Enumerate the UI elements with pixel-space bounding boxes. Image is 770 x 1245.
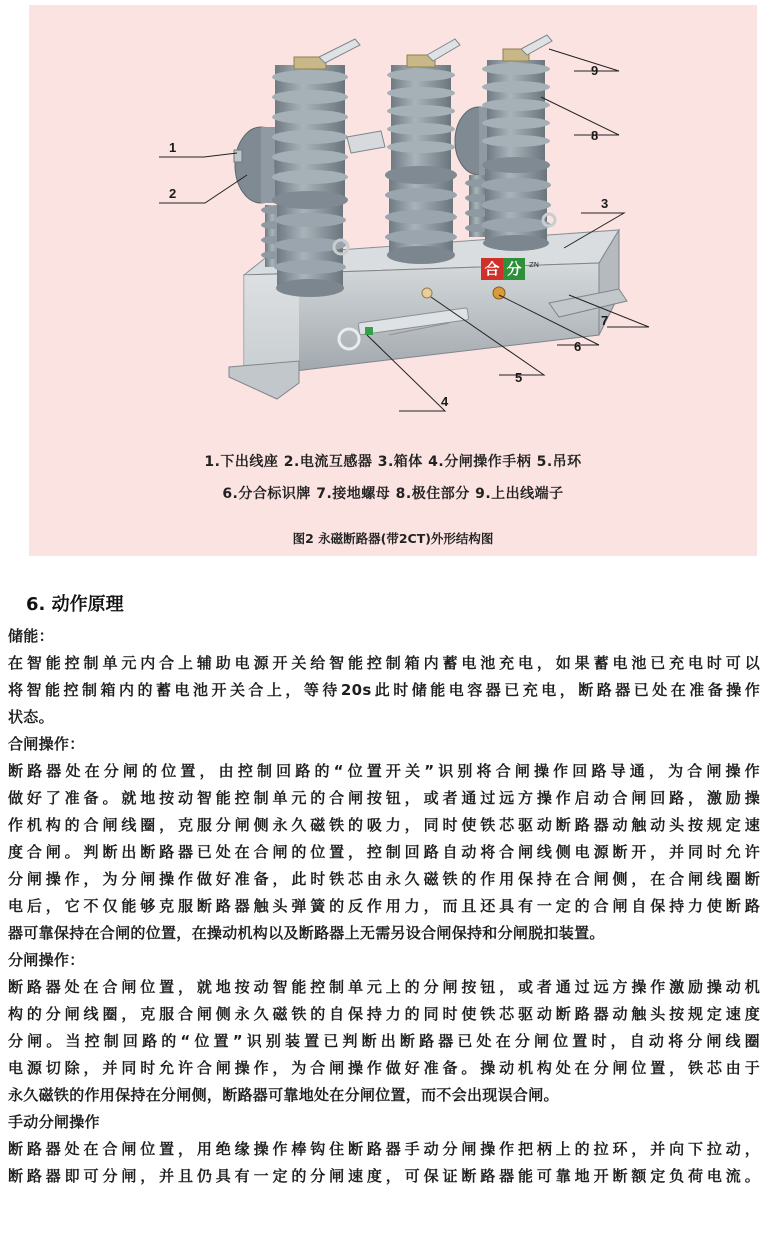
paragraph-line: 断路器处在合闸位置，就地按动智能控制单元上的分闸按钮，或者通过远方操作激励操动机 [8, 978, 760, 996]
section-body [8, 623, 760, 1190]
paragraph-line: 在智能控制单元内合上辅助电源开关给智能控制箱内蓄电池充电，如果蓄电池已充电时可以 [8, 654, 760, 672]
section-title: 6. 动作原理 [26, 594, 124, 615]
callout-9: 9 [591, 63, 599, 78]
legend-line-1: 1.下出线座 2.电流互感器 3.箱体 4.分闸操作手柄 5.吊环 [204, 454, 582, 470]
paragraph-line: 做好了准备。就地按动智能控制单元的合闸按钮，或者通过远方操作启动合闸回路，激励操 [8, 789, 760, 807]
indicator-small-text: ZN [528, 261, 540, 269]
paragraph-line: 分闸。当控制回路的“位置”识别装置已判断出断路器已处在分闸位置时，自动将分闸线圈 [8, 1032, 760, 1050]
subheading-opening: 分闸操作： [8, 951, 85, 969]
paragraph-line: 断路器即可分闸，并且仍具有一定的分闸速度，可保证断路器能可靠地开断额定负荷电流。 [8, 1167, 760, 1185]
paragraph-line: 器可靠保持在合闸的位置，在操动机构以及断路器上无需另设合闸保持和分闸脱扣装置。 [8, 924, 605, 942]
paragraph-line: 作机构的合闸线圈，克服分闸侧永久磁铁的吸力，同时使铁芯驱动断路器动触动头按规定速 [8, 816, 760, 834]
callout-8: 8 [591, 128, 599, 143]
figure-panel [29, 5, 757, 556]
callout-5: 5 [515, 370, 523, 385]
figure-caption: 图2 永磁断路器(带2CT)外形结构图 [292, 531, 494, 546]
indicator-close-text: 合 [484, 260, 500, 278]
callout-4: 4 [441, 394, 449, 409]
subheading-storage: 储能： [8, 627, 54, 645]
paragraph-line: 永久磁铁的作用保持在分闸侧，断路器可靠地处在分闸位置，而不会出现误合闸。 [8, 1086, 559, 1104]
callout-6: 6 [574, 339, 582, 354]
lifting-ring [422, 288, 432, 298]
pole-middle [334, 39, 460, 264]
callout-1: 1 [169, 140, 177, 155]
indicator-open-text: 分 [506, 260, 522, 278]
callout-3: 3 [601, 196, 609, 211]
paragraph-line: 度合闸。判断出断路器已处在合闸的位置，控制回路自动将合闸线侧电源断开，并同时允许 [8, 843, 760, 861]
paragraph-line: 分闸操作，为分闸操作做好准备，此时铁芯由永久磁铁的作用保持在合闸侧，在合闸线圈断 [8, 870, 760, 888]
pole-right [481, 35, 555, 251]
paragraph-line: 断路器处在合闸位置，用绝缘操作棒钩住断路器手动分闸操作把柄上的拉环，并向下拉动， [8, 1140, 760, 1158]
paragraph-line: 断路器处在分闸的位置，由控制回路的“位置开关”识别将合闸操作回路导通，为合闸操作 [8, 762, 760, 780]
paragraph-line: 将智能控制箱内的蓄电池开关合上，等待20s此时储能电容器已充电，断路器已处在准备操作 [8, 681, 760, 699]
legend-line-2: 6.分合标识牌 7.接地螺母 8.极住部分 9.上出线端子 [222, 486, 564, 502]
paragraph-line: 构的分闸线圈，克服合闸侧永久磁铁的自保持力的同时使铁芯驱动断路器动触头按规定速度 [8, 1005, 760, 1023]
callout-7: 7 [601, 313, 609, 328]
paragraph-line: 电后，它不仅能够克服断路器触头弹簧的反作用力，而且还具有一定的合闸自保持力使断路 [8, 897, 760, 915]
paragraph-line: 状态。 [8, 708, 54, 726]
subheading-manual-opening: 手动分闸操作 [8, 1113, 100, 1131]
paragraph-line: 电源切除，并同时允许合闸操作，为合闸操作做好准备。操动机构处在分闸位置，铁芯由于 [8, 1059, 760, 1077]
circuit-breaker-illustration [29, 5, 757, 435]
callout-2: 2 [169, 186, 177, 201]
subheading-closing: 合闸操作： [8, 735, 85, 753]
